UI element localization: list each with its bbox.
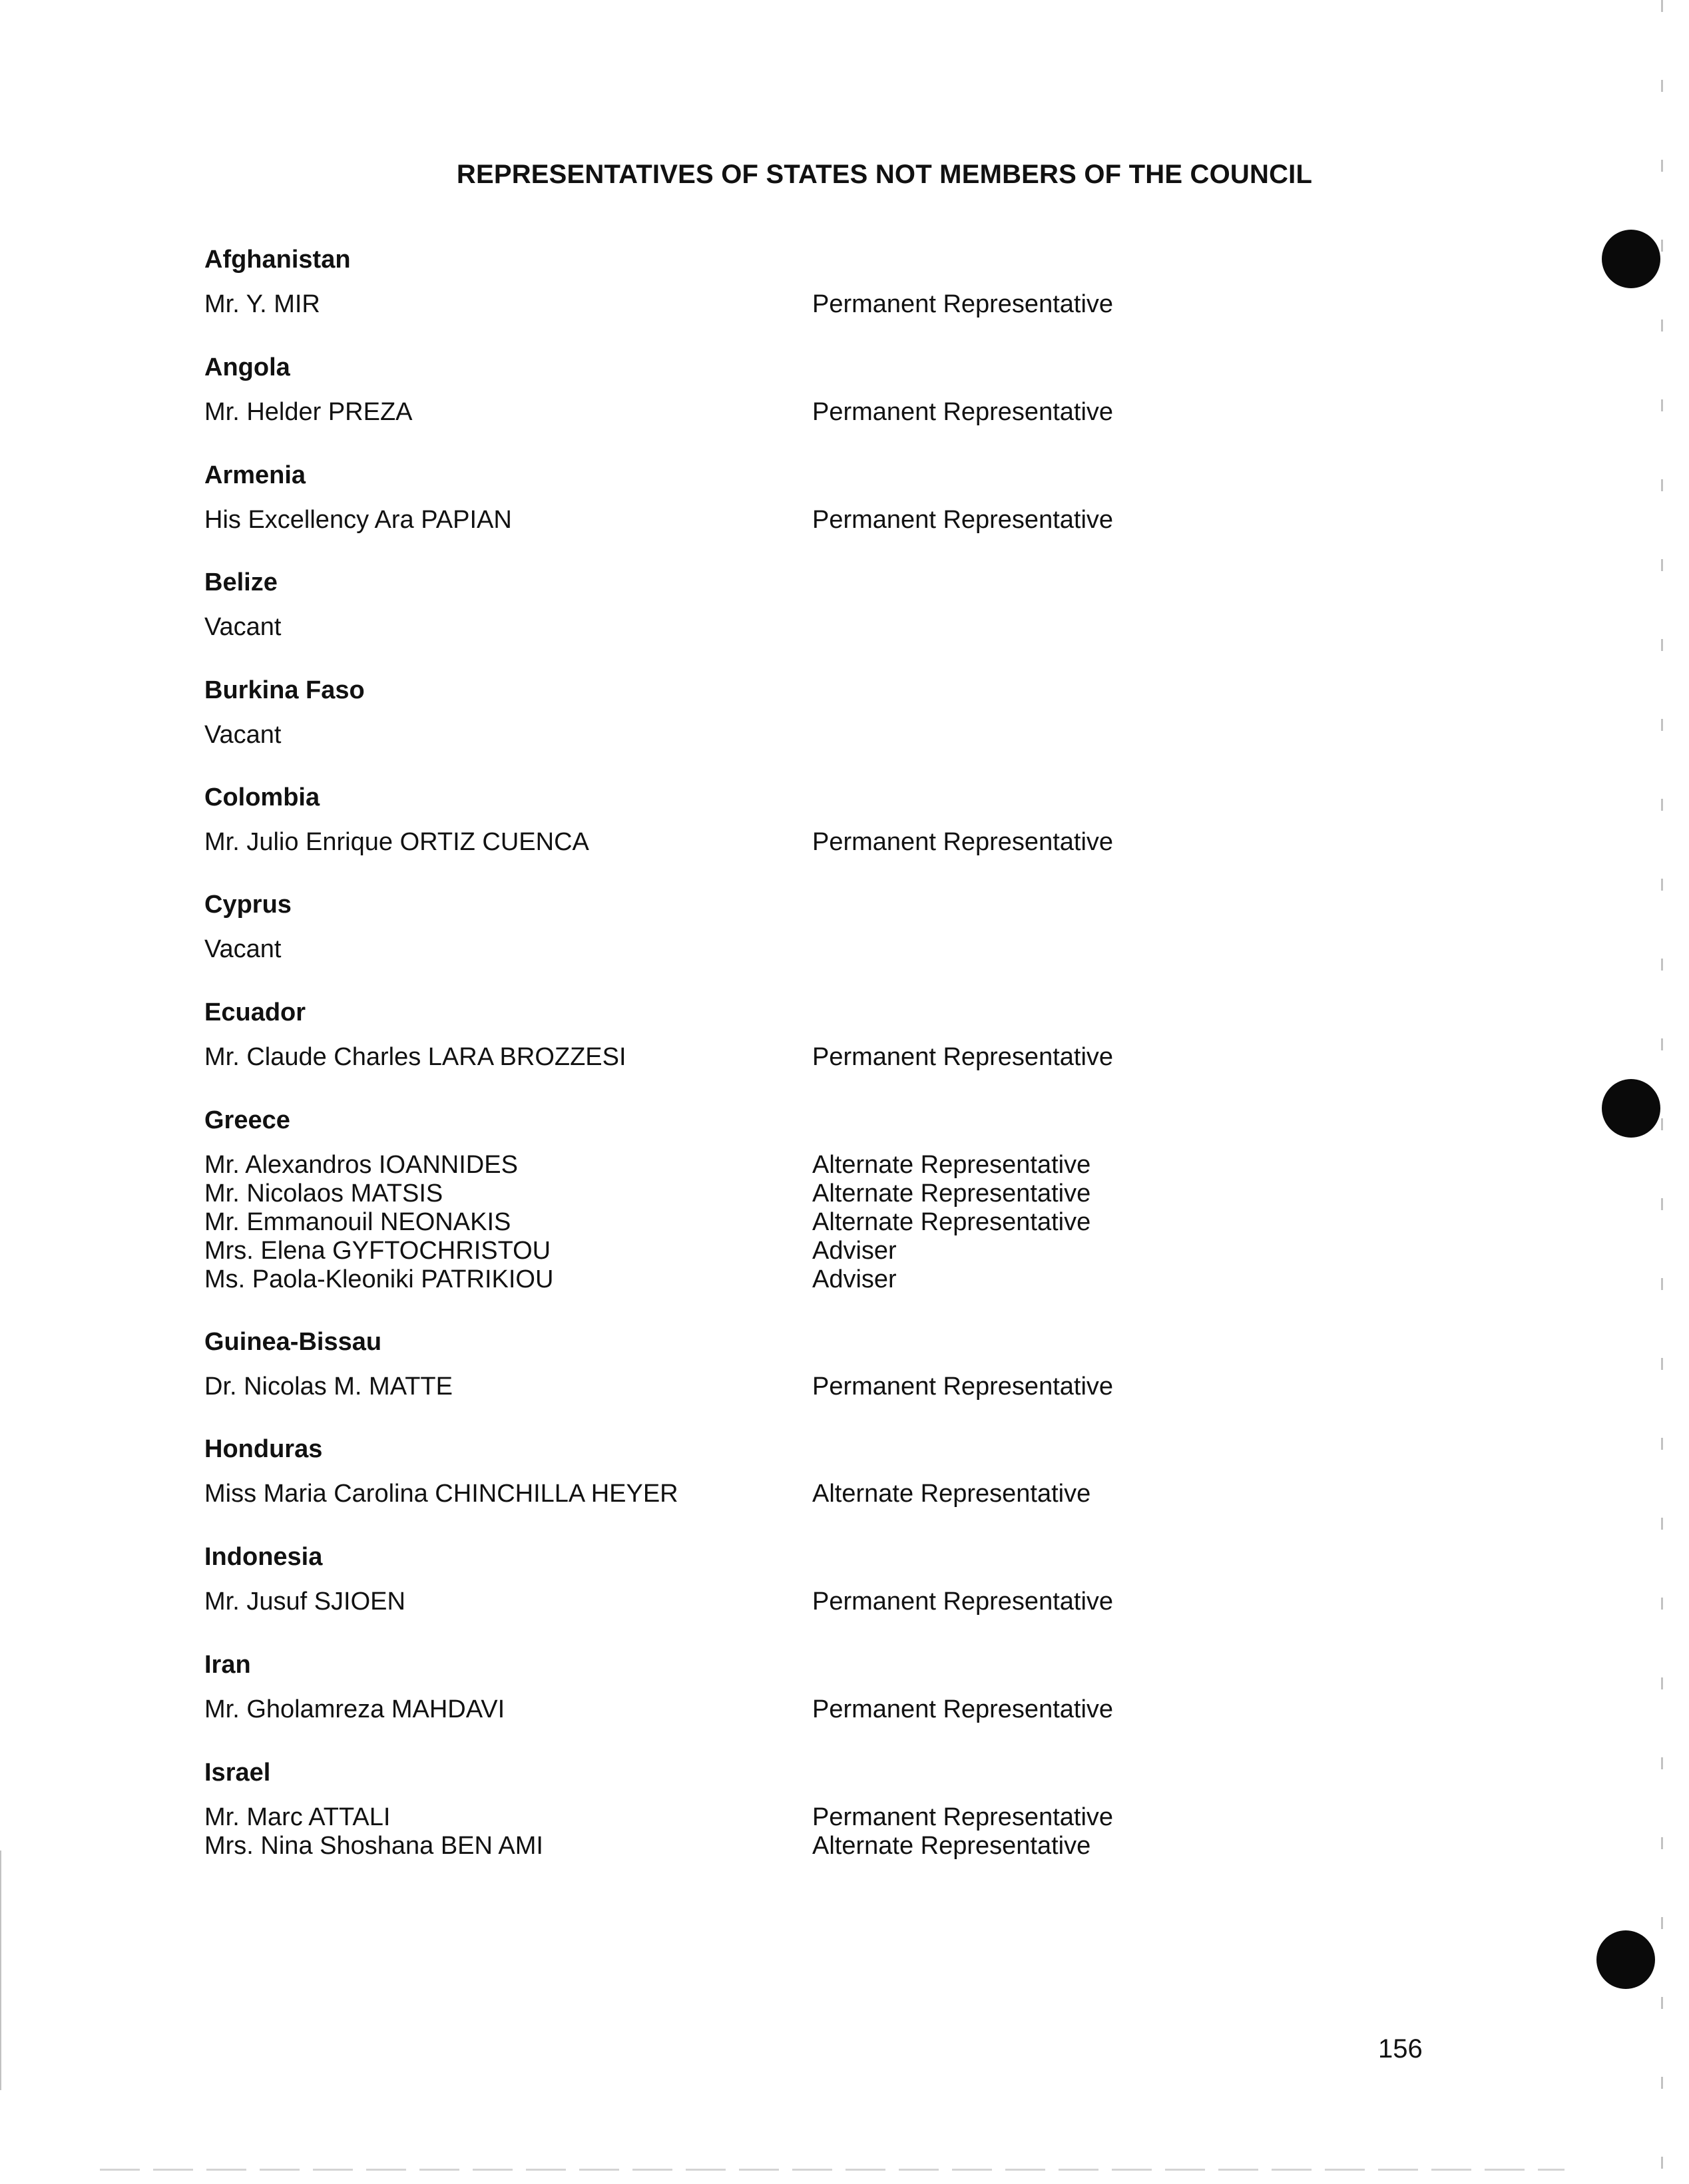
rep-title: Adviser bbox=[812, 1237, 897, 1265]
country-block-greece bbox=[204, 1106, 1203, 1294]
country-block-honduras bbox=[204, 1434, 1203, 1508]
country-block-afghanistan bbox=[204, 245, 1203, 319]
rep-name: Mrs. Nina Shoshana BEN AMI bbox=[204, 1832, 543, 1860]
rep-row bbox=[204, 506, 1203, 535]
page-title: REPRESENTATIVES OF STATES NOT MEMBERS OF THE COUNCIL bbox=[456, 160, 1313, 189]
rep-title: Permanent Representative bbox=[812, 1588, 1114, 1616]
rep-name: Vacant bbox=[204, 935, 282, 963]
country-name: Israel bbox=[204, 1759, 271, 1787]
rep-name: Mr. Jusuf SJIOEN bbox=[204, 1588, 405, 1616]
rep-title: Alternate Representative bbox=[812, 1151, 1091, 1179]
punch-hole-middle bbox=[1602, 1079, 1660, 1138]
rep-title: Permanent Representative bbox=[812, 1803, 1114, 1831]
rep-title: Permanent Representative bbox=[812, 1043, 1114, 1071]
rep-name: Mr. Claude Charles LARA BROZZESI bbox=[204, 1043, 626, 1071]
rep-list bbox=[204, 1803, 1203, 1860]
rep-row bbox=[204, 935, 1203, 964]
country-block-colombia bbox=[204, 783, 1203, 857]
rep-list bbox=[204, 935, 1203, 964]
rep-name: Mr. Emmanouil NEONAKIS bbox=[204, 1208, 511, 1236]
country-name: Honduras bbox=[204, 1435, 323, 1463]
rep-row bbox=[204, 1803, 1203, 1832]
rep-row bbox=[204, 1237, 1203, 1265]
punch-hole-bottom bbox=[1596, 1930, 1655, 1989]
rep-title: Permanent Representative bbox=[812, 506, 1114, 534]
rep-row bbox=[204, 828, 1203, 857]
rep-name: Miss Maria Carolina CHINCHILLA HEYER bbox=[204, 1480, 678, 1508]
rep-list bbox=[204, 398, 1203, 427]
rep-list bbox=[204, 1480, 1203, 1508]
rep-title: Permanent Representative bbox=[812, 290, 1114, 318]
rep-title: Alternate Representative bbox=[812, 1208, 1091, 1236]
rep-list bbox=[204, 613, 1203, 642]
rep-name: Ms. Paola-Kleoniki PATRIKIOU bbox=[204, 1265, 554, 1293]
rep-title: Adviser bbox=[812, 1265, 897, 1293]
country-name: Iran bbox=[204, 1651, 251, 1679]
rep-title: Permanent Representative bbox=[812, 1373, 1114, 1401]
punch-hole-top bbox=[1602, 230, 1660, 288]
rep-row bbox=[204, 290, 1203, 319]
rep-name: Mr. Marc ATTALI bbox=[204, 1803, 391, 1831]
rep-row bbox=[204, 1832, 1203, 1860]
rep-row bbox=[204, 613, 1203, 642]
rep-title: Alternate Representative bbox=[812, 1180, 1091, 1207]
rep-row bbox=[204, 1208, 1203, 1237]
rep-list bbox=[204, 1373, 1203, 1401]
rep-name: Mr. Julio Enrique ORTIZ CUENCA bbox=[204, 828, 589, 856]
country-name: Afghanistan bbox=[204, 246, 351, 274]
scan-edge-left bbox=[0, 1851, 1, 2090]
rep-name: Mr. Gholamreza MAHDAVI bbox=[204, 1695, 505, 1723]
country-name: Armenia bbox=[204, 461, 306, 489]
rep-row bbox=[204, 1373, 1203, 1401]
rep-title: Alternate Representative bbox=[812, 1480, 1091, 1508]
rep-list bbox=[204, 828, 1203, 857]
rep-row bbox=[204, 1480, 1203, 1508]
scan-edge-right bbox=[1661, 0, 1663, 2184]
rep-name: Mrs. Elena GYFTOCHRISTOU bbox=[204, 1237, 551, 1265]
country-block-iran bbox=[204, 1650, 1203, 1724]
country-block-israel bbox=[204, 1758, 1203, 1860]
rep-name: Vacant bbox=[204, 721, 282, 749]
country-name: Ecuador bbox=[204, 998, 306, 1026]
rep-list bbox=[204, 1151, 1203, 1294]
rep-row bbox=[204, 398, 1203, 427]
rep-list bbox=[204, 1043, 1203, 1072]
rep-row bbox=[204, 1265, 1203, 1294]
rep-title: Alternate Representative bbox=[812, 1832, 1091, 1860]
rep-row bbox=[204, 1695, 1203, 1724]
country-name: Colombia bbox=[204, 783, 320, 811]
country-name: Angola bbox=[204, 353, 290, 381]
scan-edge-bottom bbox=[100, 2169, 1565, 2171]
country-block-guinea-bissau bbox=[204, 1327, 1203, 1401]
rep-name: Vacant bbox=[204, 613, 282, 641]
country-block-angola bbox=[204, 353, 1203, 427]
rep-list bbox=[204, 1588, 1203, 1616]
rep-list bbox=[204, 506, 1203, 535]
rep-name: Mr. Nicolaos MATSIS bbox=[204, 1180, 443, 1207]
rep-list bbox=[204, 290, 1203, 319]
country-name: Burkina Faso bbox=[204, 676, 365, 704]
rep-title: Permanent Representative bbox=[812, 1695, 1114, 1723]
rep-list bbox=[204, 721, 1203, 750]
country-name: Greece bbox=[204, 1106, 290, 1134]
country-block-belize bbox=[204, 568, 1203, 642]
country-block-armenia bbox=[204, 461, 1203, 535]
rep-row bbox=[204, 1043, 1203, 1072]
rep-title: Permanent Representative bbox=[812, 828, 1114, 856]
country-name: Guinea-Bissau bbox=[204, 1328, 382, 1356]
country-block-indonesia bbox=[204, 1542, 1203, 1616]
rep-name: Mr. Helder PREZA bbox=[204, 398, 413, 426]
country-name: Cyprus bbox=[204, 891, 292, 919]
country-name: Belize bbox=[204, 568, 278, 596]
country-block-ecuador bbox=[204, 998, 1203, 1072]
rep-title: Permanent Representative bbox=[812, 398, 1114, 426]
country-block-cyprus bbox=[204, 890, 1203, 964]
rep-name: His Excellency Ara PAPIAN bbox=[204, 506, 512, 534]
rep-row bbox=[204, 1151, 1203, 1180]
rep-row bbox=[204, 721, 1203, 750]
rep-name: Mr. Y. MIR bbox=[204, 290, 320, 318]
rep-name: Dr. Nicolas M. MATTE bbox=[204, 1373, 453, 1401]
rep-row bbox=[204, 1180, 1203, 1208]
country-block-burkina-faso bbox=[204, 676, 1203, 750]
rep-name: Mr. Alexandros IOANNIDES bbox=[204, 1151, 518, 1179]
page-number: 156 bbox=[1378, 2034, 1423, 2064]
rep-row bbox=[204, 1588, 1203, 1616]
rep-list bbox=[204, 1695, 1203, 1724]
country-name: Indonesia bbox=[204, 1543, 323, 1571]
